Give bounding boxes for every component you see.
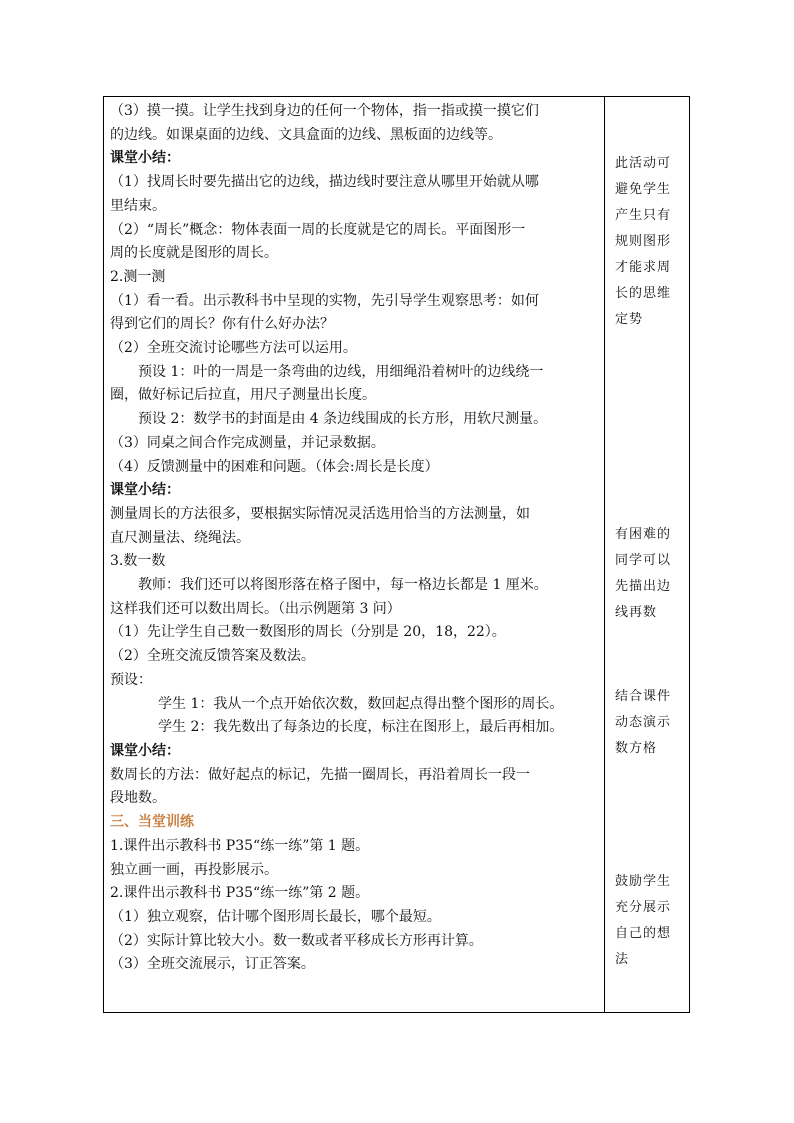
margin-note-line: 先描出边	[615, 579, 672, 594]
text-line: 独立画一画，再投影展示。	[110, 861, 278, 878]
margin-note-line: 法	[615, 952, 630, 967]
section-heading: 三、当堂训练	[110, 814, 194, 831]
summary-heading: 课堂小结：	[110, 482, 180, 499]
text-line: 预设 2：数学书的封面是由 4 条边线围成的长方形，用软尺测量。	[138, 411, 548, 428]
text-line: 的边线。如课桌面的边线、文具盒面的边线、黑板面的边线等。	[110, 126, 502, 143]
text-line: 测量周长的方法很多，要根据实际情况灵活选用恰当的方法测量，如	[110, 505, 530, 522]
margin-note	[615, 151, 685, 333]
text-line: （1）找周长时要先描出它的边线，描边线时要注意从哪里开始就从哪	[110, 174, 539, 191]
text-line: （2）全班交流讨论哪些方法可以运用。	[110, 340, 357, 357]
margin-note-line: 产生只有	[615, 208, 672, 223]
text-line: 数周长的方法：做好起点的标记，先描一圈周长，再沿着周长一段一	[110, 766, 530, 783]
margin-note	[615, 869, 685, 973]
lesson-table	[103, 96, 690, 1013]
text-line: 学生 1：我从一个点开始依次数，数回起点得出整个图形的周长。	[158, 695, 564, 712]
notes-column	[605, 97, 689, 1012]
margin-note-line: 动态演示	[615, 715, 672, 730]
text-line: 3.数一数	[110, 553, 166, 570]
margin-note-line: 同学可以	[615, 553, 672, 568]
margin-note	[615, 522, 685, 626]
margin-note-line: 长的思维	[615, 286, 672, 301]
text-line: （1）独立观察，估计哪个图形周长最长，哪个最短。	[110, 908, 441, 925]
text-line: （3）摸一摸。让学生找到身边的任何一个物体，指一指或摸一摸它们	[110, 103, 539, 119]
text-line: 得到它们的周长？你有什么好办法？	[110, 316, 334, 333]
text-line: 2.课件出示教科书 P35“练一练”第 2 题。	[110, 885, 370, 902]
text-line: 圈，做好标记后拉直，用尺子测量出长度。	[110, 387, 376, 404]
text-line: （2）“周长”概念：物体表面一周的长度就是它的周长。平面图形一	[110, 221, 526, 238]
text-line: （1）看一看。出示教科书中呈现的实物，先引导学生观察思考：如何	[110, 292, 539, 309]
text-line: 周的长度就是图形的周长。	[110, 245, 278, 262]
margin-note-line: 规则图形	[615, 234, 672, 249]
margin-note-line: 避免学生	[615, 182, 672, 197]
margin-note-line: 充分展示	[615, 900, 672, 915]
margin-note-line: 此活动可	[615, 156, 672, 171]
margin-note-line: 鼓励学生	[615, 874, 672, 889]
text-line: （4）反馈测量中的困难和问题。（体会:周长是长度）	[110, 458, 439, 475]
text-line: （3）全班交流展示，订正答案。	[110, 956, 315, 973]
text-line: 这样我们还可以数出周长。（出示例题第 3 问）	[110, 600, 401, 617]
margin-note	[615, 684, 685, 762]
text-line: 教师：我们还可以将图形落在格子图中，每一格边长都是 1 厘米。	[138, 577, 548, 594]
summary-heading: 课堂小结：	[110, 150, 180, 167]
margin-note-line: 线再数	[615, 605, 658, 620]
main-content-column	[104, 97, 605, 1012]
text-line: 预设 1：叶的一周是一条弯曲的边线，用细绳沿着树叶的边线绕一	[138, 363, 544, 380]
text-line: 预设：	[110, 671, 152, 688]
text-line: 段地数。	[110, 790, 166, 807]
text-line: 学生 2：我先数出了每条边的长度，标注在图形上，最后再相加。	[158, 719, 564, 736]
margin-note-line: 结合课件	[615, 689, 672, 704]
margin-note-line: 有困难的	[615, 527, 672, 542]
text-line: （2）实际计算比较大小。数一数或者平移成长方形再计算。	[110, 932, 483, 949]
text-line: 里结束。	[110, 197, 166, 214]
margin-note-line: 自己的想	[615, 926, 672, 941]
text-line: （3）同桌之间合作完成测量，并记录数据。	[110, 434, 385, 451]
summary-heading: 课堂小结：	[110, 742, 180, 759]
text-line: （2）全班交流反馈答案及数法。	[110, 648, 315, 665]
text-line: 1.课件出示教科书 P35“练一练”第 1 题。	[110, 837, 370, 854]
text-line: 2.测一测	[110, 268, 166, 285]
text-line: 直尺测量法、绕绳法。	[110, 529, 250, 546]
margin-note-line: 定势	[615, 312, 644, 327]
text-line: （1）先让学生自己数一数图形的周长（分别是 20，18，22）。	[110, 624, 506, 641]
margin-note-line: 数方格	[615, 741, 658, 756]
margin-note-line: 才能求周	[615, 260, 672, 275]
